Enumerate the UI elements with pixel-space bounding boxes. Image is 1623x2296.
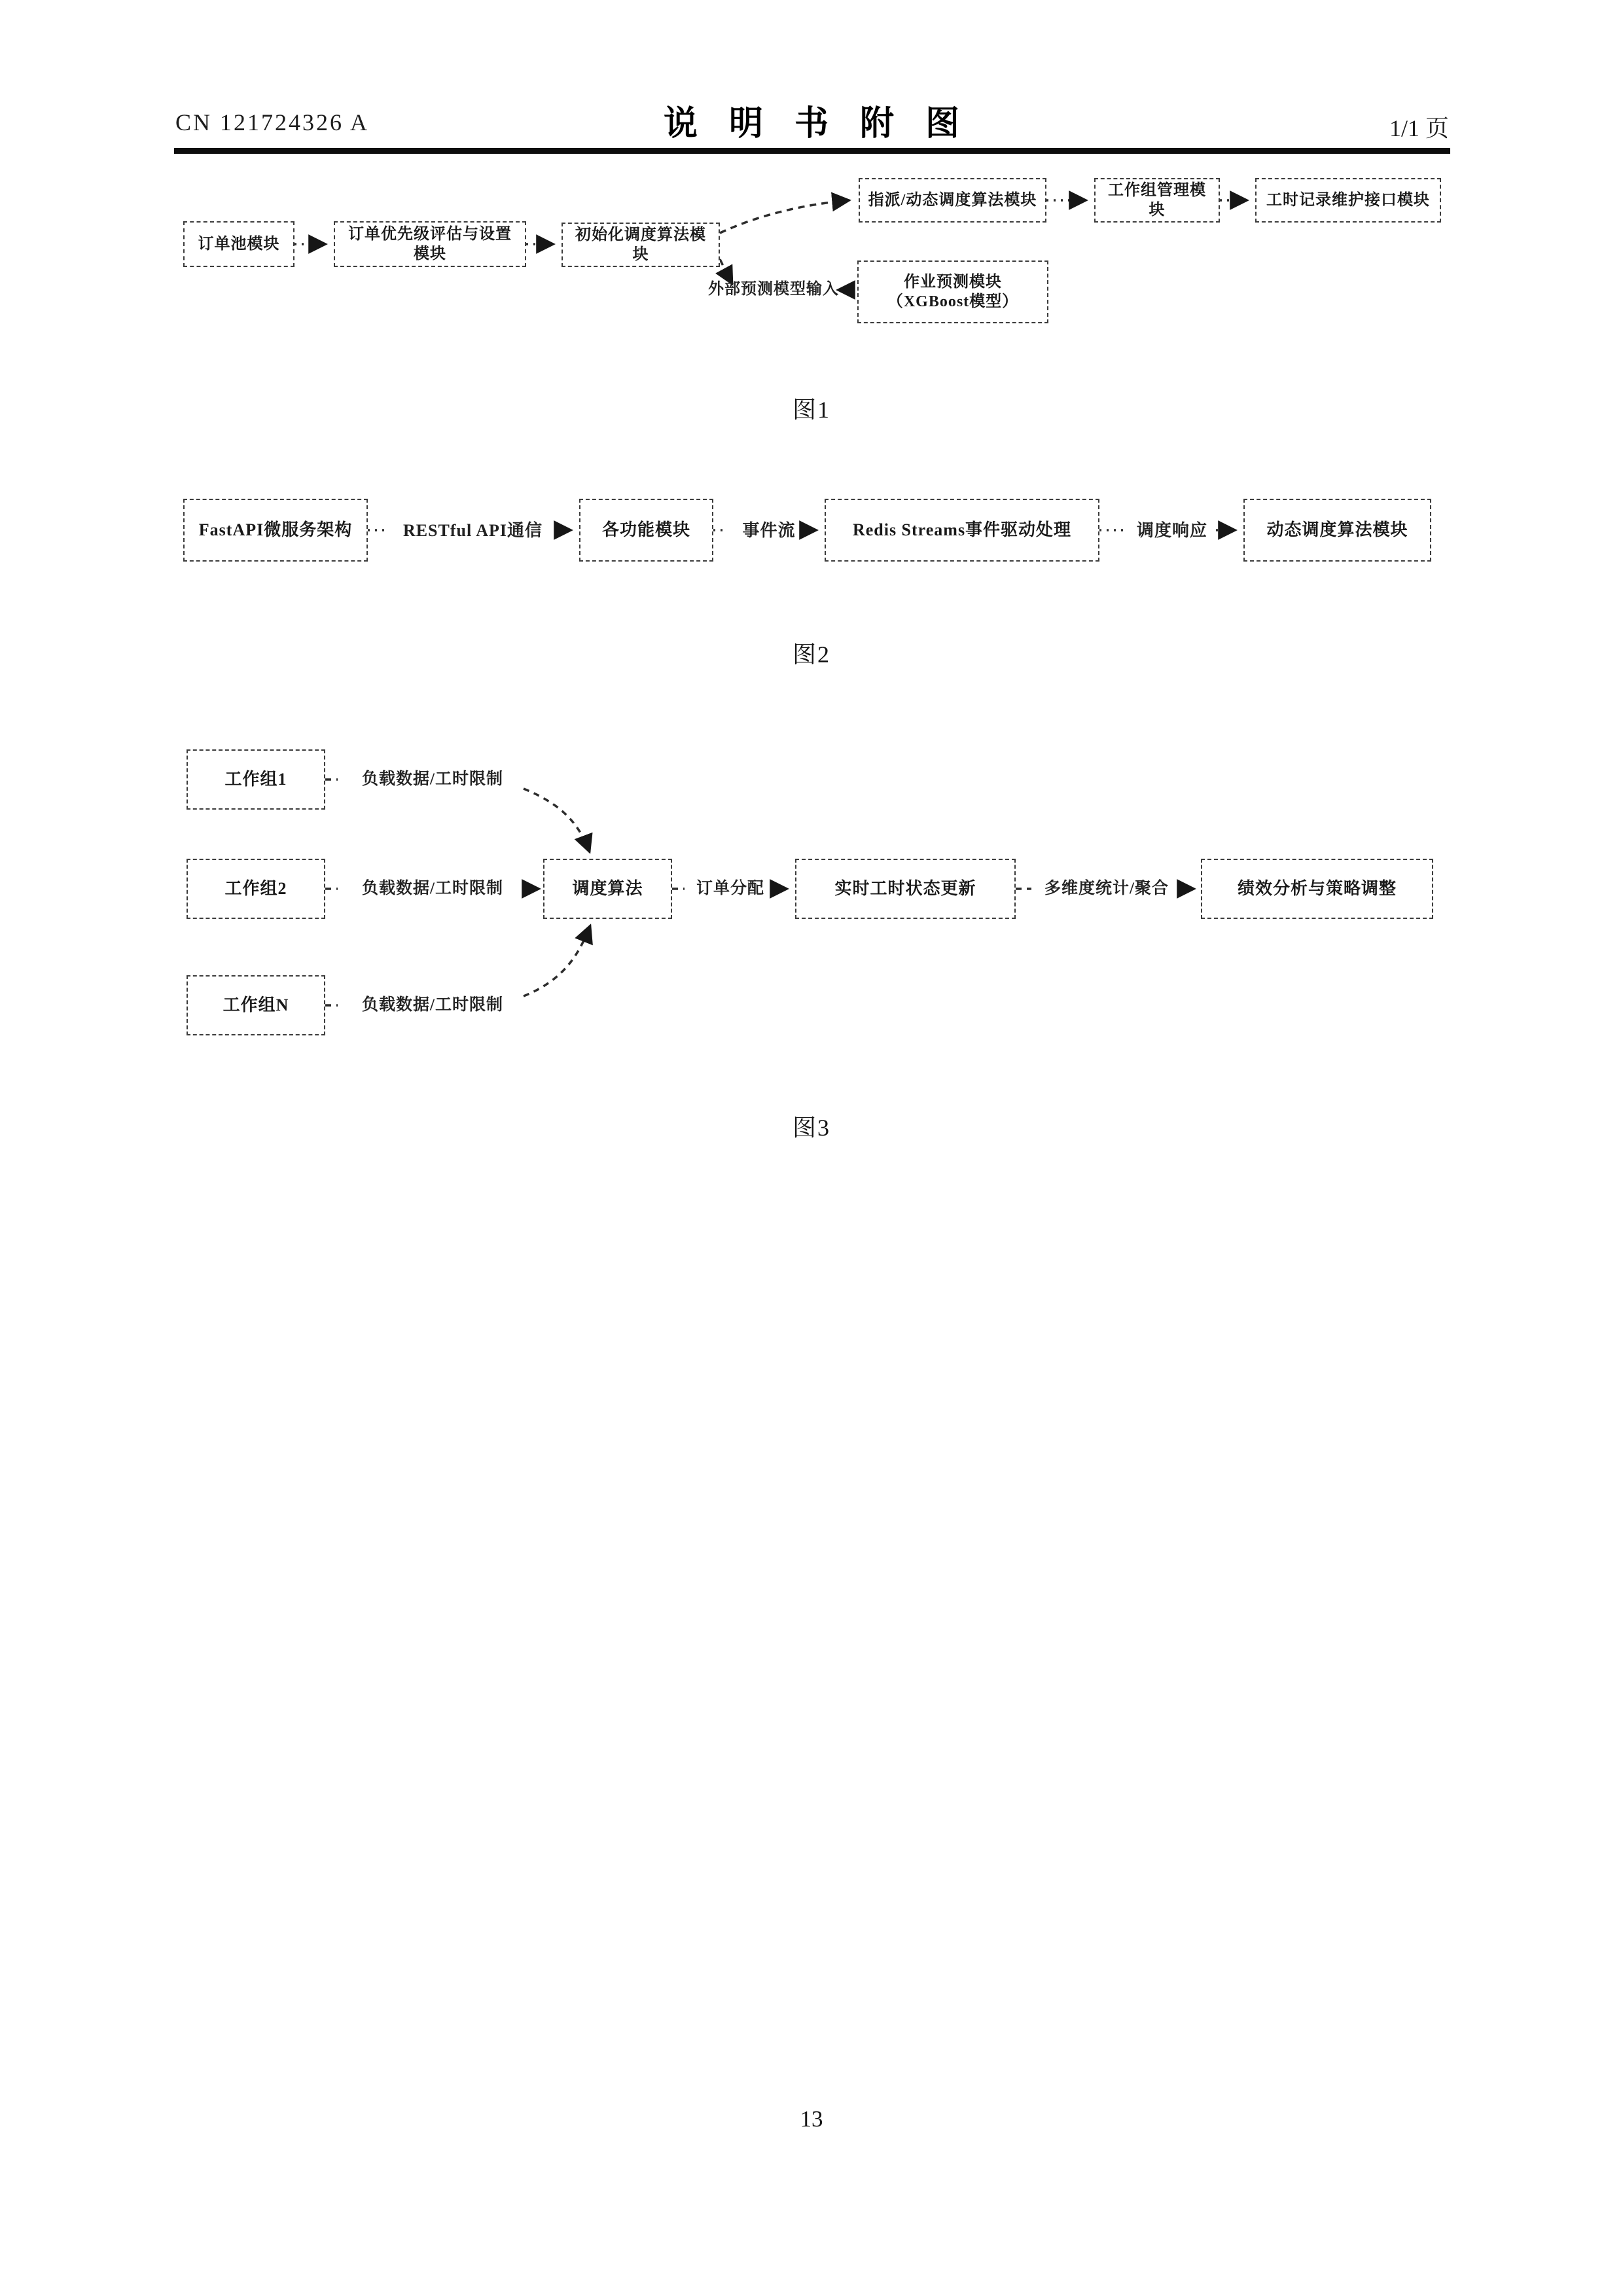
figure2-label-restful: RESTful API通信 [402, 521, 543, 540]
figure2-label-sched-response: 调度响应 [1136, 521, 1207, 540]
header-rule [174, 148, 1450, 154]
figure3-box-workgroup-n: 工作组N [187, 975, 325, 1035]
figure2-box-fastapi: FastAPI微服务架构 [183, 499, 368, 562]
figure3-label-stats: 多维度统计/聚合 [1044, 880, 1169, 897]
figure1-box-workgroup-mgmt: 工作组管理模块 [1094, 178, 1220, 223]
page-indicator: 1/1 页 [1389, 115, 1449, 141]
figure1-box-assign: 指派/动态调度算法模块 [859, 178, 1046, 223]
figure2-label-event-stream: 事件流 [742, 521, 796, 540]
figure2-box-modules: 各功能模块 [579, 499, 713, 562]
figure3-box-sched: 调度算法 [543, 859, 672, 919]
figure3-box-workgroup-2: 工作组2 [187, 859, 325, 919]
figure3-box-realtime: 实时工时状态更新 [795, 859, 1016, 919]
figure3-label-load-1: 负载数据/工时限制 [362, 770, 503, 788]
figure1-caption: 图1 [792, 397, 830, 423]
figure1-box-priority: 订单优先级评估与设置模块 [334, 221, 526, 267]
figure1-box-worktime-api: 工时记录维护接口模块 [1255, 178, 1441, 223]
figure1-label-external-input: 外部预测模型输入 [708, 281, 839, 298]
document-number: CN 121724326 A [175, 109, 370, 135]
figure1-box-predict: 作业预测模块（XGBoost模型） [857, 260, 1048, 323]
figure2-caption: 图2 [792, 641, 830, 668]
figure3-caption: 图3 [792, 1115, 830, 1141]
figure3-label-load-n: 负载数据/工时限制 [362, 996, 503, 1014]
figure3-label-order-assign: 订单分配 [696, 880, 764, 897]
figure2-box-dynamic: 动态调度算法模块 [1243, 499, 1431, 562]
figure2-box-redis: Redis Streams事件驱动处理 [825, 499, 1099, 562]
figure3-label-load-2: 负载数据/工时限制 [362, 880, 503, 897]
figure1-box-init-sched: 初始化调度算法模块 [562, 223, 720, 267]
figure3-box-workgroup-1: 工作组1 [187, 749, 325, 810]
figure3-box-perf: 绩效分析与策略调整 [1201, 859, 1433, 919]
page-title: 说明书附图 [663, 105, 991, 143]
footer-page-number: 13 [800, 2106, 823, 2132]
figure1-box-order-pool: 订单池模块 [183, 221, 294, 267]
